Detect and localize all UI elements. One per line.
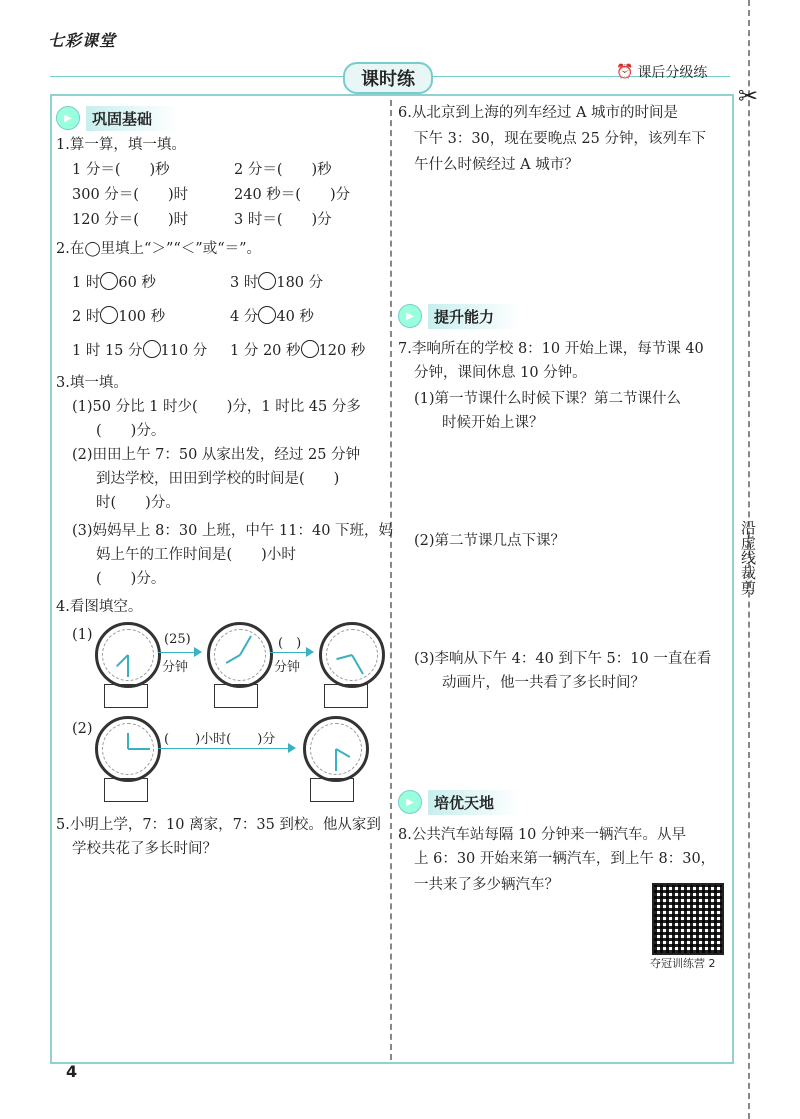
q8-line: 8.公共汽车站每隔 10 分钟来一辆汽车。从早 (398, 827, 687, 843)
clock-face (303, 716, 369, 782)
q3-line: ( )分。 (96, 423, 166, 439)
q2-item: 1 时 60 秒 (72, 270, 156, 296)
clock-face (95, 622, 161, 688)
arrow3-label: ( )小时( )分 (164, 732, 276, 747)
q3-line: (2)田田上午 7：50 从家出发，经过 25 分钟 (72, 447, 361, 463)
blank-circle (301, 340, 319, 358)
q8-line: 一共来了多少辆汽车？ (414, 877, 559, 893)
q6-line: 午什么时候经过 A 城市？ (414, 157, 579, 173)
clock-face (207, 622, 273, 688)
q7-part2: (2)第二节课几点下课？ (414, 533, 566, 549)
q7-part3-line: 动画片，他一共看了多长时间？ (442, 675, 645, 691)
q7-part1-line: (1)第一节课什么时候下课？第二节课什么 (414, 391, 682, 407)
play-icon: ▶ (398, 790, 422, 814)
answer-box (104, 778, 148, 802)
column-divider (390, 100, 392, 1060)
q1-item: 240 秒＝( )分 (234, 187, 351, 203)
minute-hand (128, 748, 150, 750)
section-excel (398, 790, 520, 814)
q5-line: 学校共花了多长时间？ (72, 841, 217, 857)
clock-face (95, 716, 161, 782)
q1-item: 300 分＝( )时 (72, 187, 189, 203)
page-number: 4 (66, 1062, 78, 1081)
minute-hand (239, 635, 252, 655)
section-improve-label: 提升能力 (428, 304, 520, 329)
q2-item: 2 时 100 秒 (72, 304, 165, 330)
minute-hand (351, 655, 364, 675)
answer-box (104, 684, 148, 708)
section-basic-label: 巩固基础 (86, 106, 178, 131)
q2-item: 1 时 15 分 110 分 (72, 338, 207, 364)
hour-hand (336, 748, 351, 758)
q3-line: 时( )分。 (96, 495, 180, 511)
hour-hand (127, 733, 129, 749)
arrow (270, 652, 312, 653)
q3-line: ( )分。 (96, 571, 166, 587)
answer-box (214, 684, 258, 708)
q1-item: 2 分＝( )秒 (234, 162, 332, 178)
arrow2-bottom-label: 分钟 (274, 660, 301, 675)
q1-item: 1 分＝( )秒 (72, 162, 170, 178)
q2-item: 4 分 40 秒 (230, 304, 314, 330)
arrow1-top-label: (25) (164, 632, 191, 647)
minute-hand (335, 749, 337, 771)
play-icon: ▶ (56, 106, 80, 130)
q2-item: 3 时 180 分 (230, 270, 323, 296)
q3-line: (1)50 分比 1 时少( )分，1 时比 45 分多 (72, 399, 361, 415)
minute-hand (127, 655, 129, 677)
blank-circle (100, 272, 118, 290)
q3-line: 到达学校，田田到学校的时间是( ) (96, 471, 340, 487)
brand-logo: 七彩课堂 (48, 31, 117, 50)
q1-item: 3 时＝( )分 (234, 212, 332, 228)
scissors-icon: ✂ (738, 82, 759, 110)
q1-item: 120 分＝( )时 (72, 212, 189, 228)
alarm-clock-icon: ⏰ (616, 64, 634, 80)
section-improve (398, 304, 520, 328)
arrow2-top-label: ( ) (278, 636, 302, 651)
q3-title: 3.填一填。 (56, 375, 128, 391)
q4-part2-label: (2) (72, 721, 93, 737)
clock-face (319, 622, 385, 688)
q7-part1-line: 时候开始上课？ (442, 415, 544, 431)
q2-title: 2.在◯里填上“＞”“＜”或“＝”。 (56, 241, 262, 257)
arrow1-bottom-label: 分钟 (162, 660, 189, 675)
q4-part1-label: (1) (72, 627, 93, 643)
hour-hand (226, 654, 241, 664)
q7-part3-line: (3)李响从下午 4：40 到下午 5：10 一直在看 (414, 651, 712, 667)
blank-circle (258, 306, 276, 324)
q7-line: 7.李响所在的学校 8：10 开始上课，每节课 40 (398, 341, 704, 357)
cut-label: 沿虚线裁剪 (739, 520, 757, 595)
arrow (158, 652, 200, 653)
page-title: 课时练 (343, 62, 433, 94)
play-icon: ▶ (398, 304, 422, 328)
q8-line: 上 6：30 开始来第一辆汽车，到上午 8：30， (414, 851, 716, 867)
section-excel-label: 培优天地 (428, 790, 520, 815)
section-basic (56, 106, 178, 130)
q7-line: 分钟，课间休息 10 分钟。 (414, 365, 587, 381)
blank-circle (100, 306, 118, 324)
q1-title: 1.算一算，填一填。 (56, 137, 186, 153)
q5-line: 5.小明上学，7：10 离家，7：35 到校。他从家到 (56, 817, 381, 833)
qr-label: 夺冠训练营 2 (650, 957, 716, 970)
hour-hand (336, 654, 352, 660)
blank-circle (143, 340, 161, 358)
header-right (616, 62, 707, 82)
answer-box (310, 778, 354, 802)
blank-circle (258, 272, 276, 290)
qr-code[interactable] (652, 883, 724, 955)
header-subtitle: 课后分级练 (637, 65, 708, 81)
q6-line: 下午 3：30，现在要晚点 25 分钟，该列车下 (414, 131, 706, 147)
q3-line: 妈上午的工作时间是( )小时 (96, 547, 296, 563)
arrow (158, 748, 294, 749)
q3-line: (3)妈妈早上 8：30 上班，中午 11：40 下班，妈 (72, 523, 394, 539)
q2-item: 1 分 20 秒 120 秒 (230, 338, 365, 364)
q4-title: 4.看图填空。 (56, 599, 143, 615)
q6-line: 6.从北京到上海的列车经过 A 城市的时间是 (398, 105, 679, 121)
answer-box (324, 684, 368, 708)
